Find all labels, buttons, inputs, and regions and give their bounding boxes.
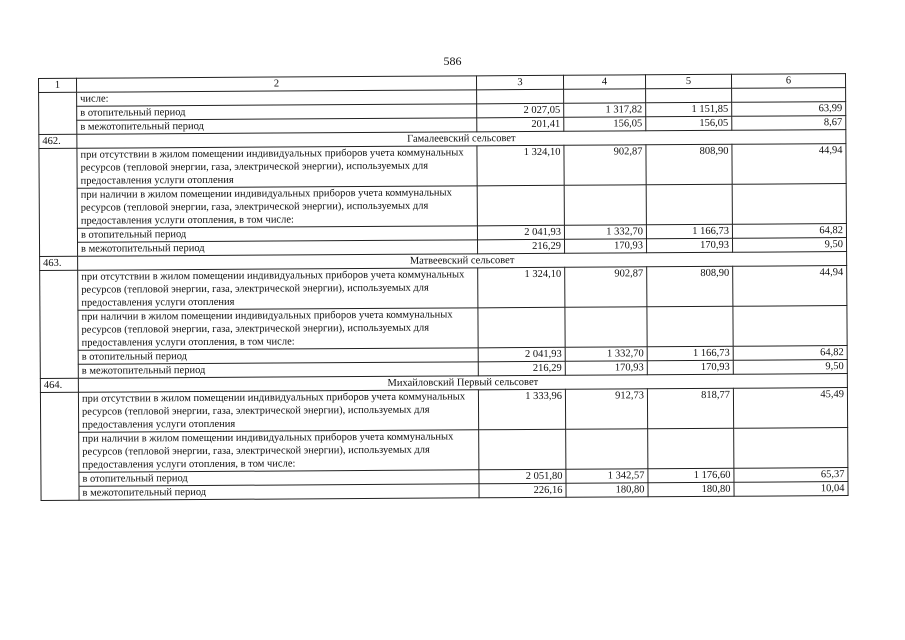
empty-cell bbox=[733, 306, 847, 347]
empty-cell bbox=[566, 429, 648, 470]
value-cell: 1 317,82 bbox=[564, 103, 646, 118]
value-cell: 226,16 bbox=[479, 483, 566, 498]
value-cell: 63,99 bbox=[732, 102, 846, 117]
value-cell: 65,37 bbox=[734, 468, 848, 483]
row-label: в отопительный период bbox=[77, 226, 477, 242]
column-header: 3 bbox=[476, 75, 563, 90]
table-row bbox=[41, 428, 848, 473]
value-cell: 9,50 bbox=[733, 360, 847, 375]
section-number: 463. bbox=[40, 256, 78, 270]
value-cell: 902,87 bbox=[565, 267, 647, 308]
row-label: в межотопительный период bbox=[78, 240, 478, 256]
empty-cell bbox=[734, 428, 848, 469]
empty-cell bbox=[732, 184, 846, 225]
value-cell: 216,29 bbox=[478, 361, 565, 376]
number-cell bbox=[40, 270, 79, 378]
row-label: в отопительный период bbox=[77, 104, 477, 120]
value-cell: 1 332,70 bbox=[565, 347, 647, 362]
number-cell bbox=[39, 148, 78, 256]
value-cell: 902,87 bbox=[564, 145, 646, 186]
value-cell: 912,73 bbox=[565, 389, 647, 430]
table-row bbox=[40, 306, 847, 351]
value-cell: 1 176,60 bbox=[648, 468, 734, 483]
table-row bbox=[39, 144, 846, 189]
value-cell: 2 041,93 bbox=[477, 225, 564, 240]
value-cell: 2 027,05 bbox=[477, 103, 564, 118]
row-label: в отопительный период bbox=[79, 470, 479, 486]
empty-cell bbox=[477, 185, 564, 226]
table-row bbox=[40, 266, 847, 311]
column-header: 1 bbox=[39, 78, 77, 92]
value-cell: 45,49 bbox=[733, 388, 847, 429]
number-cell bbox=[40, 392, 79, 500]
column-header: 4 bbox=[563, 75, 645, 90]
value-cell: 170,93 bbox=[565, 361, 647, 376]
value-cell: 1 324,10 bbox=[477, 145, 564, 186]
row-label: в межотопительный период bbox=[79, 484, 479, 500]
row-label: при наличии в жилом помещении индивидуальных приборов учета коммунальных ресурсов (тепловой энергии, газа, электрической энергии), используемых для предоставления услуги отопления, в том числе: bbox=[79, 430, 479, 472]
value-cell: 808,90 bbox=[647, 266, 733, 307]
column-header: 5 bbox=[645, 74, 731, 89]
value-cell: 1 151,85 bbox=[646, 102, 732, 117]
row-label: числе: bbox=[77, 90, 477, 106]
column-header: 6 bbox=[731, 74, 845, 89]
section-title: Гамалеевский сельсовет bbox=[77, 130, 846, 149]
value-cell: 10,04 bbox=[734, 482, 848, 497]
value-cell: 9,50 bbox=[732, 238, 846, 253]
value-cell: 156,05 bbox=[646, 116, 732, 131]
empty-cell bbox=[479, 429, 566, 470]
value-cell: 808,90 bbox=[646, 144, 732, 185]
value-cell: 818,77 bbox=[647, 388, 733, 429]
number-cell bbox=[39, 92, 77, 134]
row-label: при наличии в жилом помещении индивидуальных приборов учета коммунальных ресурсов (тепловой энергии, газа, электрической энергии), используемых для предоставления услуги отопления, в том числе: bbox=[77, 186, 477, 228]
table-row bbox=[40, 388, 847, 433]
value-cell: 44,94 bbox=[733, 266, 847, 307]
value-cell: 1 166,73 bbox=[647, 346, 733, 361]
value-cell: 1 342,57 bbox=[566, 469, 648, 484]
value-cell: 201,41 bbox=[477, 117, 564, 132]
empty-cell bbox=[647, 306, 733, 347]
value-cell: 170,93 bbox=[564, 239, 646, 254]
value-cell: 64,82 bbox=[733, 346, 847, 361]
value-cell: 1 166,73 bbox=[646, 224, 732, 239]
page-number: 586 bbox=[443, 54, 462, 68]
value-cell: 1 332,70 bbox=[564, 225, 646, 240]
section-number: 464. bbox=[40, 378, 78, 392]
value-cell: 44,94 bbox=[732, 144, 846, 185]
row-label: при отсутствии в жилом помещении индивидуальных приборов учета коммунальных ресурсов (тепловой энергии, газа, электрической энергии), используемых для предоставления услуги отопления bbox=[77, 146, 477, 188]
row-label: при отсутствии в жилом помещении индивидуальных приборов учета коммунальных ресурсов (тепловой энергии, газа, электрической энергии), используемых для предоставления услуги отопления bbox=[78, 268, 478, 310]
value-cell: 1 333,96 bbox=[478, 389, 565, 430]
section-number: 462. bbox=[39, 134, 77, 148]
column-header: 2 bbox=[77, 76, 477, 92]
tariff-table bbox=[38, 73, 849, 501]
value-cell: 180,80 bbox=[648, 482, 734, 497]
value-cell: 170,93 bbox=[646, 238, 732, 253]
empty-cell bbox=[564, 185, 646, 226]
empty-cell bbox=[478, 307, 565, 348]
empty-cell bbox=[648, 428, 734, 469]
section-title: Михайловский Первый сельсовет bbox=[78, 374, 847, 393]
row-label: при отсутствии в жилом помещении индивидуальных приборов учета коммунальных ресурсов (тепловой энергии, газа, электрической энергии), используемых для предоставления услуги отопления bbox=[78, 390, 478, 432]
row-label: при наличии в жилом помещении индивидуальных приборов учета коммунальных ресурсов (тепловой энергии, газа, электрической энергии), используемых для предоставления услуги отопления, в том числе: bbox=[78, 308, 478, 350]
section-title: Матвеевский сельсовет bbox=[78, 252, 847, 271]
value-cell: 1 324,10 bbox=[478, 267, 565, 308]
value-cell: 64,82 bbox=[732, 224, 846, 239]
value-cell: 8,67 bbox=[732, 116, 846, 131]
row-label: в межотопительный период bbox=[77, 118, 477, 134]
value-cell: 2 041,93 bbox=[478, 347, 565, 362]
value-cell: 170,93 bbox=[647, 360, 733, 375]
value-cell: 2 051,80 bbox=[479, 469, 566, 484]
value-cell: 216,29 bbox=[477, 239, 564, 254]
value-cell: 156,05 bbox=[564, 117, 646, 132]
row-label: в межотопительный период bbox=[78, 362, 478, 378]
row-label: в отопительный период bbox=[78, 348, 478, 364]
empty-cell bbox=[565, 307, 647, 348]
empty-cell bbox=[646, 184, 732, 225]
value-cell: 180,80 bbox=[566, 483, 648, 498]
table-row bbox=[39, 184, 846, 229]
